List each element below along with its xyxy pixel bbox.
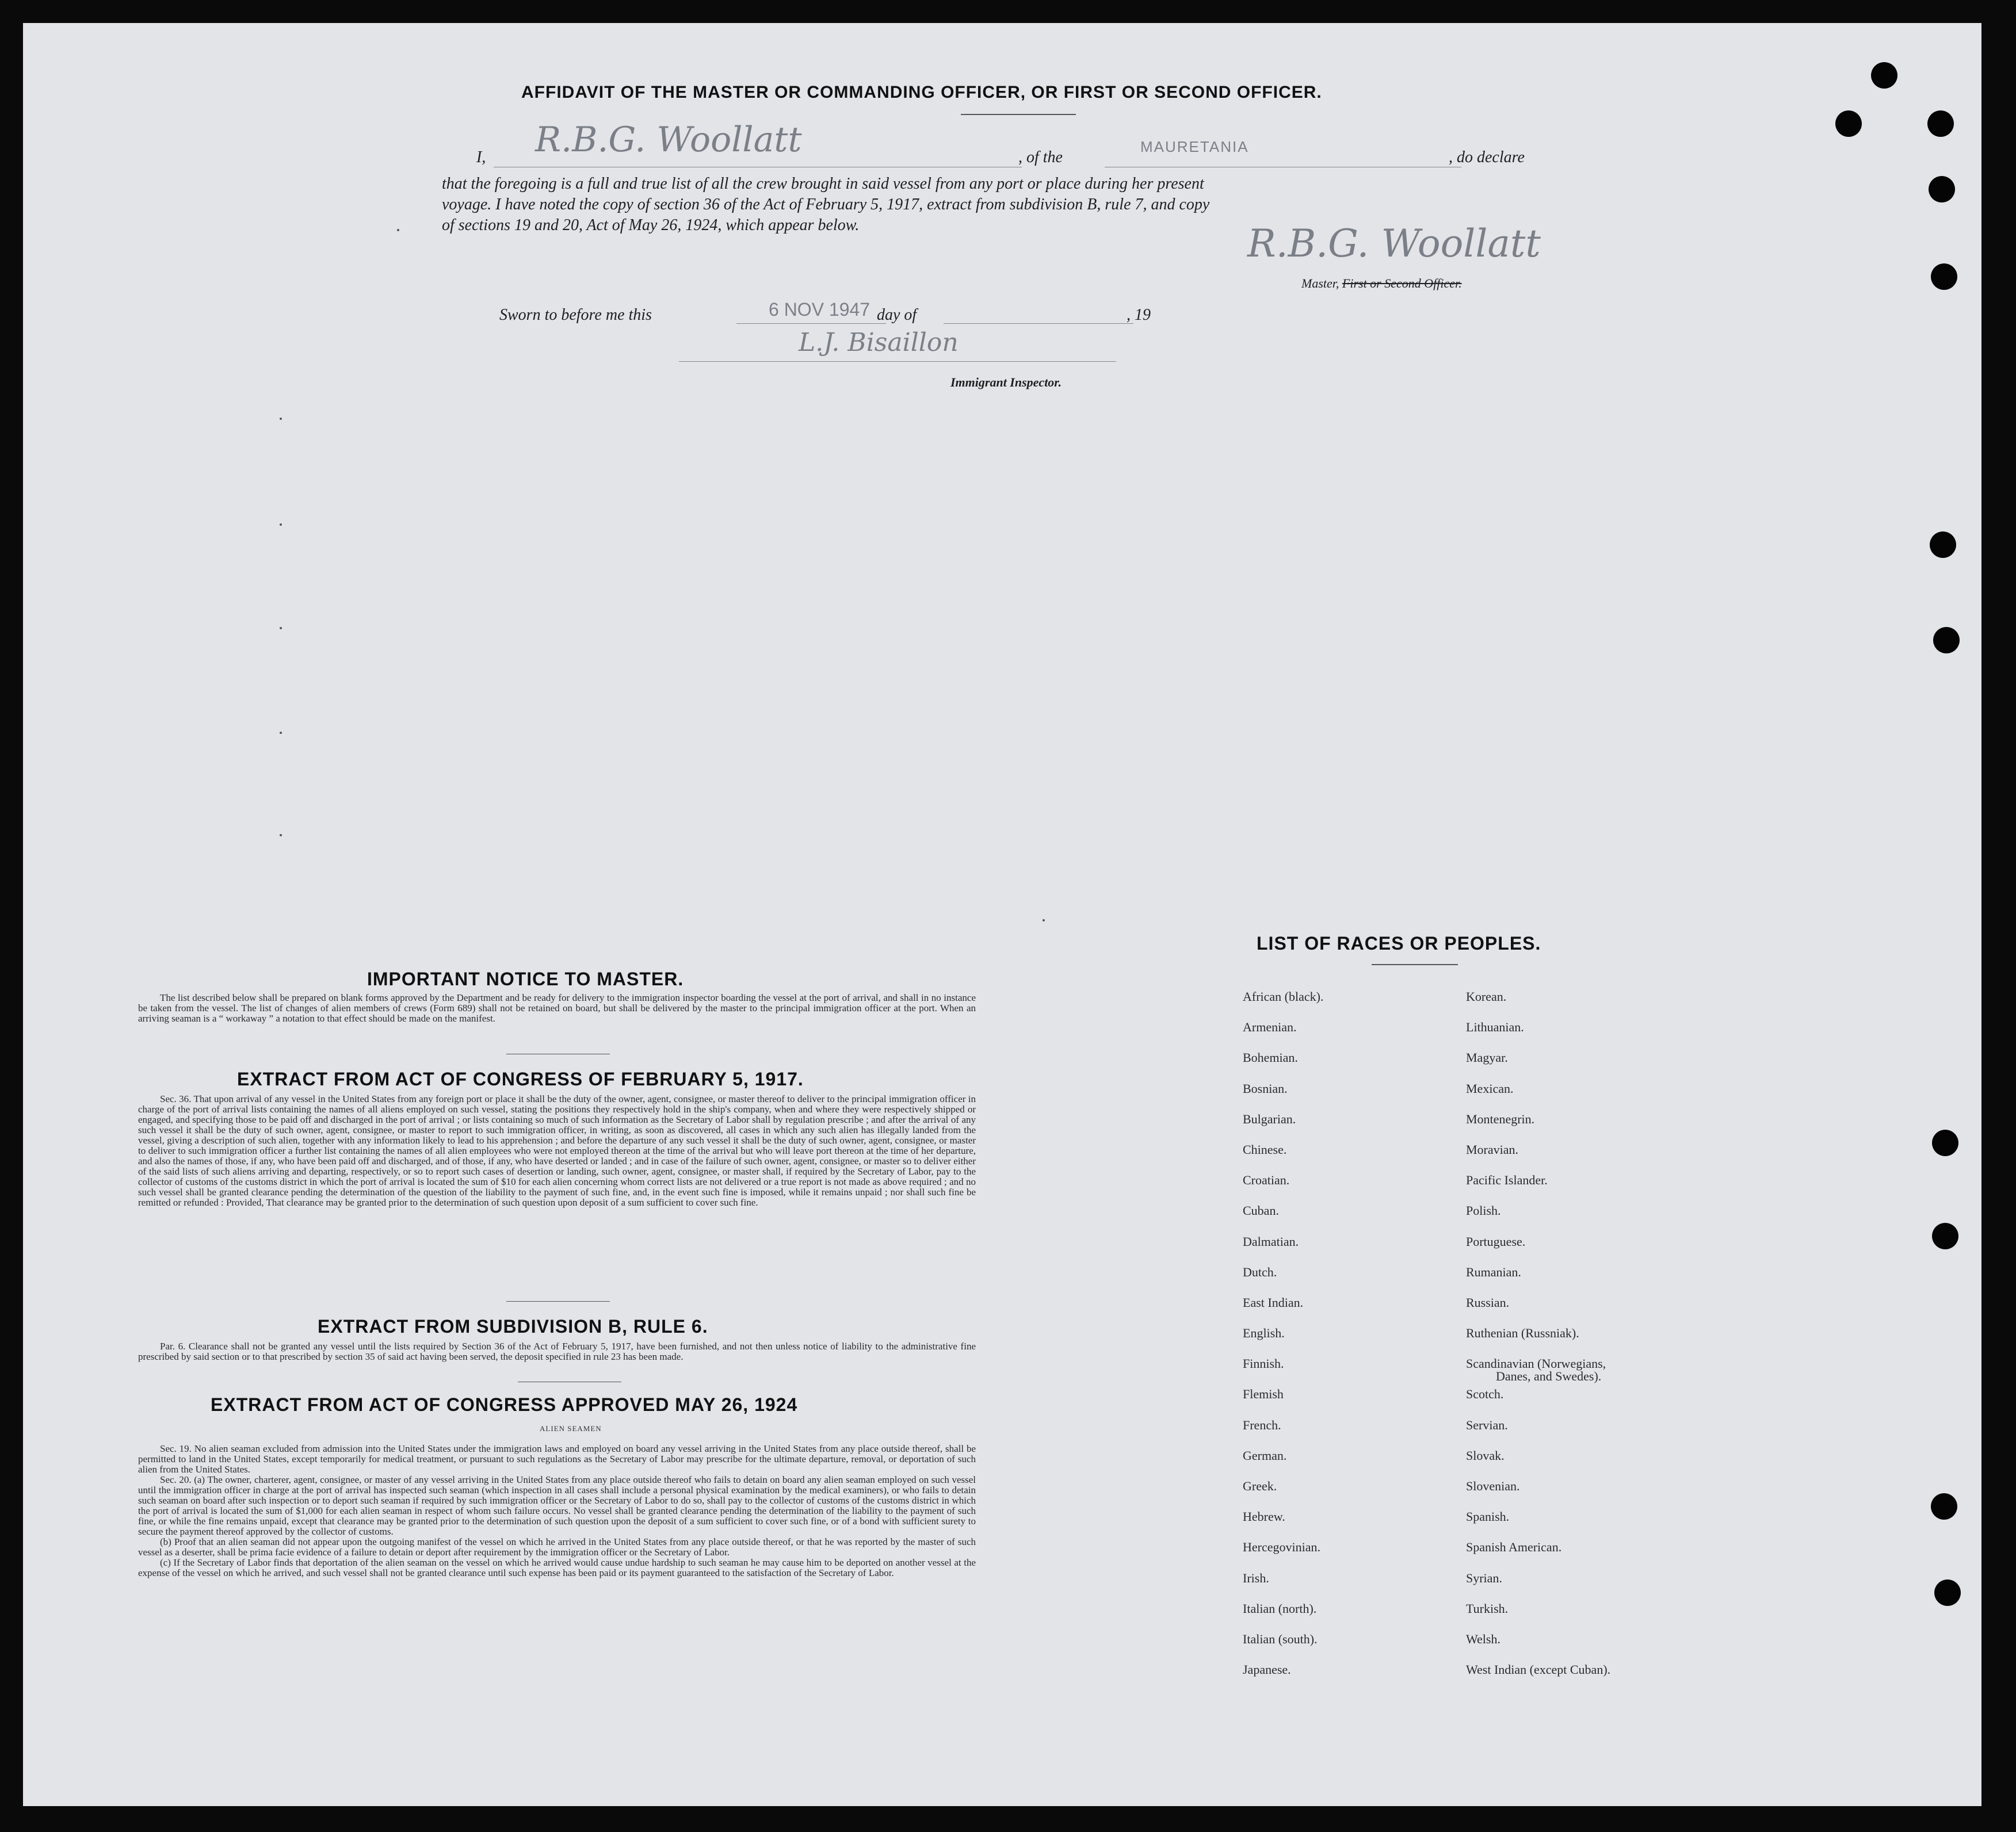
race-item: Scandinavian (Norwegians, [1466, 1356, 1606, 1371]
of-the-label: , of the [1018, 148, 1063, 166]
race-item: African (black). [1243, 989, 1324, 1004]
inspector-title: Immigrant Inspector. [950, 375, 1062, 389]
race-item: Portuguese. [1466, 1234, 1526, 1249]
races-title: LIST OF RACES OR PEOPLES. [1257, 933, 1541, 954]
date-underline [736, 323, 886, 324]
declaration-line-3: of sections 19 and 20, Act of May 26, 1924, which appear below. [442, 216, 860, 234]
year-prefix: , 19 [1127, 306, 1151, 324]
inspector-signature: L.J. Bisaillon [799, 328, 959, 357]
races-title-rule [1372, 964, 1458, 965]
race-item: Dutch. [1243, 1264, 1277, 1279]
do-declare-label: , do declare [1449, 148, 1525, 166]
notice-title: IMPORTANT NOTICE TO MASTER. [367, 969, 684, 989]
race-item: Chinese. [1243, 1142, 1287, 1157]
sec-19-paragraph: Sec. 19. No alien seaman excluded from admission into the United States under the immigration laws and employed on board any vessel arriving in the United States from any place outside thereof, shall be permitted to land in the United States, except temporarily for medical treatment, or pursuant to such regulations as the Secretary of Labor may prescribe for the ultimate departure, removal, or deportation of such alien from the United States. [138, 1443, 976, 1475]
title-rule [961, 114, 1076, 115]
race-item: Montenegrin. [1466, 1111, 1535, 1126]
race-item: Mexican. [1466, 1081, 1514, 1096]
sec-20b-paragraph: (b) Proof that an alien seaman did not appear upon the outgoing manifest of the vessel on which he arrived in the United States from any place outside thereof, or that he was reported by the master of such vessel as a deserter, shall be prima facie evidence of a failure to detain or deport after requirement by the immigration officer or the Secretary of Labor. [138, 1536, 976, 1558]
sworn-label: Sworn to before me this [499, 306, 652, 324]
sec-36-paragraph: Sec. 36. That upon arrival of any vessel in the United States from any foreign port or place it shall be the duty of the owner, agent, consignee, or master thereof to deliver to the principal immigration officer in charge of the port of arrival lists containing the names of all aliens employed on such vessel, stating the positions they respectively hold in the ship's company, when and where they were respectively shipped or engaged, and specifying those to be paid off and discharged in the port of arrival ; or lists containing so much of such information as the Secretary of Labor shall by regulation prescribe ; and after the arrival of any such vessel it shall be the duty of such owner, agent, consignee, or master to report to such immigration officer, in writing, as soon as discovered, all cases in which any such alien has illegally landed from the vessel, giving a description of such alien, together with any information likely to lead to his apprehension ; and before the departure of any such vessel it shall be the duty of such owner, agent, consignee, or master to deliver to such immigration officer a further list containing the names of all alien employees who were not employed thereon at the time of the arrival but who will leave port thereon at the time of her departure, and also the names of those, if any, who have been paid off and discharged, and of those, if any, who have deserted or landed ; and in case of the failure of such owner, agent, consignee, or master so to deliver either of the said lists of such aliens arriving and departing, respectively, or so to report such cases of desertion or landing, such owner, agent, consignee, or master shall, if required by the Secretary of Labor, pay to the collector of customs of the customs district in which the port of arrival is located the sum of $10 for each alien concerning whom correct lists are not delivered or a true report is not made as above required ; and no such vessel shall be granted clearance pending the determination of the question of the liability to the payment of such fine, and, in the event such fine is imposed, while it remains unpaid ; nor shall such fine be remitted or refunded : Provided, That clearance may be granted prior to the determination of such question upon deposit of a sum sufficient to cover such fine. [138, 1093, 976, 1208]
race-item: Welsh. [1466, 1631, 1500, 1646]
speck [280, 732, 282, 734]
race-item: Spanish. [1466, 1509, 1510, 1524]
day-of-label: day of [877, 306, 917, 324]
punch-hole [1871, 62, 1897, 89]
speck [280, 418, 282, 420]
extract-1917-rule [506, 1301, 610, 1302]
race-item: Moravian. [1466, 1142, 1519, 1157]
race-item: Scotch. [1466, 1387, 1504, 1402]
race-item: Cuban. [1243, 1203, 1279, 1218]
race-item: West Indian (except Cuban). [1466, 1662, 1611, 1677]
race-item: Magyar. [1466, 1050, 1508, 1065]
master-name-signature: R.B.G. Woollatt [535, 120, 802, 160]
race-item: Japanese. [1243, 1662, 1291, 1677]
extract-1924-title: EXTRACT FROM ACT OF CONGRESS APPROVED MAY 26, 1924 [211, 1394, 798, 1415]
race-item: French. [1243, 1417, 1281, 1432]
race-item: Italian (north). [1243, 1601, 1317, 1616]
race-item: Russian. [1466, 1295, 1510, 1310]
race-item: English. [1243, 1326, 1285, 1341]
punch-hole [1934, 1579, 1961, 1606]
race-item: Flemish [1243, 1387, 1284, 1402]
races-column-1 [1243, 989, 1450, 1693]
i-label: I, [476, 148, 486, 166]
race-item: Turkish. [1466, 1601, 1509, 1616]
scandinavian-continuation: Danes, and Swedes). [1496, 1369, 1602, 1383]
struck-officer-title: First or Second Officer. [1342, 276, 1462, 290]
sworn-date-stamp: 6 NOV 1947 [769, 299, 870, 320]
race-item: Greek. [1243, 1479, 1277, 1493]
race-item: Hebrew. [1243, 1509, 1285, 1524]
extract-1917-title: EXTRACT FROM ACT OF CONGRESS OF FEBRUARY 5, 1917. [237, 1069, 804, 1089]
declaration-line-1: that the foregoing is a full and true list of all the crew brought in said vessel from any port or place during her present [442, 175, 1204, 193]
race-item: Servian. [1466, 1417, 1508, 1432]
race-item: Lithuanian. [1466, 1020, 1524, 1035]
alien-seamen-subtitle: ALIEN SEAMEN [540, 1424, 602, 1433]
race-item: Dalmatian. [1243, 1234, 1299, 1249]
races-column-2 [1466, 989, 1673, 1693]
punch-hole [1932, 1130, 1958, 1156]
race-item: Polish. [1466, 1203, 1501, 1218]
race-item: Korean. [1466, 989, 1507, 1004]
sec-20c-paragraph: (c) If the Secretary of Labor finds that deportation of the alien seaman on the vessel on which he arrived would cause undue hardship to such seaman he may cause him to be deported on another vessel at the expense of the vessel on which he arrived, and such vessel shall not be granted clearance until such expense has been paid or its payment guaranteed to the satisfaction of the Secretary of Labor. [138, 1557, 976, 1578]
speck [280, 627, 282, 629]
notice-text [138, 993, 976, 1024]
race-item: Hercegovinian. [1243, 1540, 1320, 1555]
race-item: Slovenian. [1466, 1479, 1520, 1493]
race-item: Armenian. [1243, 1020, 1297, 1035]
declaration-line-2: voyage. I have noted the copy of section 36 of the Act of February 5, 1917, extract from subdivision B, rule 7, and copy [442, 196, 1210, 213]
race-item: Bosnian. [1243, 1081, 1288, 1096]
race-item: Slovak. [1466, 1448, 1505, 1463]
speck [280, 523, 282, 526]
race-item: East Indian. [1243, 1295, 1304, 1310]
inspector-underline [679, 361, 1116, 362]
speck [1043, 919, 1045, 921]
race-item: Rumanian. [1466, 1264, 1521, 1279]
race-item: Croatian. [1243, 1173, 1290, 1188]
punch-hole [1930, 531, 1956, 558]
race-item: Bohemian. [1243, 1050, 1298, 1065]
document-page [23, 23, 1981, 1806]
extract-1924-text [138, 1444, 976, 1578]
punch-hole [1931, 1493, 1957, 1520]
punch-hole [1931, 263, 1957, 290]
vessel-name: MAURETANIA [1140, 138, 1249, 155]
race-item: Spanish American. [1466, 1540, 1562, 1555]
affidavit-title: AFFIDAVIT OF THE MASTER OR COMMANDING OFFICER, OR FIRST OR SECOND OFFICER. [521, 83, 1322, 102]
race-item: Syrian. [1466, 1570, 1502, 1585]
notice-paragraph: The list described below shall be prepared on blank forms approved by the Department and be ready for delivery to the immigration inspector boarding the vessel at the port of arrival, and shall in no instance be taken from the vessel. The list of changes of alien members of crews (Form 689) shall not be retained on board, but shall be delivered by the master to the principal immigration officer at the port. When an arriving seaman is a “ workaway ” a notation to that effect should be made on the manifest. [138, 992, 976, 1024]
race-item: Ruthenian (Russniak). [1466, 1326, 1579, 1341]
sec-20a-paragraph: Sec. 20. (a) The owner, charterer, agent, consignee, or master of any vessel arriving in the United States from any place outside thereof who fails to detain on board any alien seaman employed on such vessel until the immigration officer in charge at the port of arrival has inspected such seaman (which inspection in all cases shall include a personal physical examination by the medical examiners), or who fails to detain such seaman on board after such inspection or to deport such seaman if required by such immigration officer or the Secretary of Labor to do so, shall pay to the collector of customs of the customs district in which the port of arrival is located the sum of $1,000 for each alien seaman in respect of whom such failure occurs. No vessel shall be granted clearance pending the determination of the liability to the payment of such fine, or while the fine remains unpaid, except that clearance may be granted prior to the determination of such question upon the deposit of a sum sufficient to cover such fine, or of a bond with sufficient surety to secure the payment thereof approved by the collector of customs. [138, 1474, 976, 1537]
race-item: Finnish. [1243, 1356, 1284, 1371]
extract-1917-text [138, 1094, 976, 1208]
master-title [1301, 276, 1462, 291]
month-underline [944, 323, 1133, 324]
race-item: Italian (south). [1243, 1631, 1318, 1646]
race-item: German. [1243, 1448, 1287, 1463]
master-word: Master, [1301, 276, 1339, 290]
race-item: Irish. [1243, 1570, 1269, 1585]
punch-hole [1929, 176, 1955, 202]
speck [280, 834, 282, 836]
punch-hole [1927, 110, 1954, 137]
race-item: Bulgarian. [1243, 1111, 1296, 1126]
par-6-paragraph: Par. 6. Clearance shall not be granted any vessel until the lists required by Section 36 of the Act of February 5, 1917, have been furnished, and not then unless notice of liability to the administrative fine prescribed by said section or to that prescribed by section 35 of said act having been served, the deposit specified in rule 23 has been made. [138, 1341, 976, 1362]
punch-hole [1933, 627, 1960, 653]
master-signature: R.B.G. Woollatt [1247, 221, 1541, 266]
punch-hole [1932, 1223, 1958, 1249]
subdivision-b-text [138, 1341, 976, 1362]
subdivision-b-title: EXTRACT FROM SUBDIVISION B, RULE 6. [318, 1316, 708, 1337]
punch-hole [1835, 110, 1862, 137]
race-item: Pacific Islander. [1466, 1173, 1548, 1188]
speck [397, 229, 399, 231]
